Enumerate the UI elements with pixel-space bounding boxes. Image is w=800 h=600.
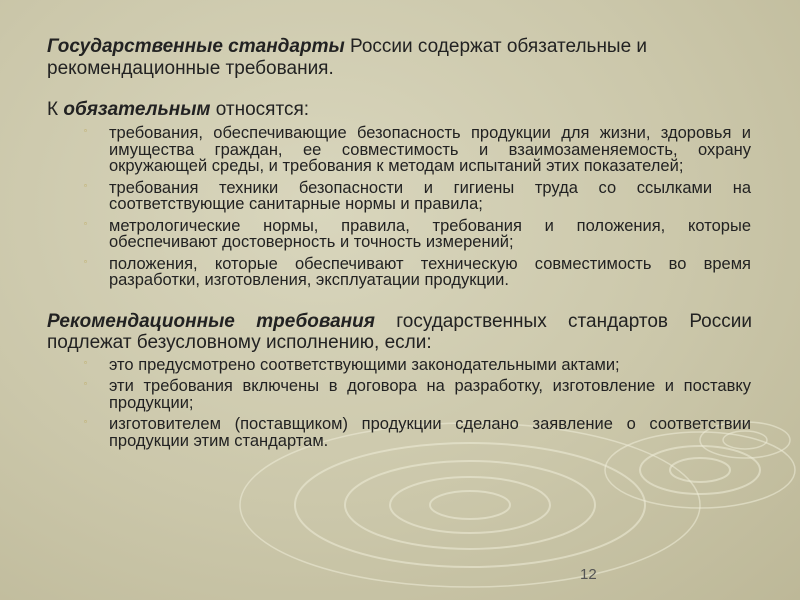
- list-item-text: это предусмотрено соответствующими законодательными актами;: [109, 355, 620, 374]
- slide-heading: [47, 36, 752, 80]
- list-item-text: эти требования включены в договора на разработку, изготовление и поставку продукции;: [109, 377, 751, 412]
- mandatory-emphasis: обязательным: [63, 99, 211, 120]
- bullet-icon: ▫: [84, 256, 87, 266]
- mandatory-prefix: К: [47, 99, 64, 120]
- slide-content: [47, 36, 752, 454]
- list-item-text: требования техники безопасности и гигиены труда со ссылками на соответствующие санитарные нормы и правила;: [109, 178, 751, 213]
- heading-emphasis: Государственные стандарты: [47, 36, 345, 57]
- list-item: [84, 216, 751, 251]
- list-item: [84, 178, 751, 213]
- mandatory-suffix: относятся:: [210, 99, 310, 120]
- list-item: [84, 124, 751, 175]
- list-item: [84, 355, 751, 374]
- mandatory-list: [46, 125, 751, 289]
- list-item-text: положения, которые обеспечивают техническую совместимость во время разработки, изготовления, эксплуатации продукции.: [109, 254, 751, 289]
- list-item: [84, 377, 751, 412]
- recommended-intro: [47, 311, 752, 353]
- bullet-icon: ▫: [84, 218, 87, 228]
- bullet-icon: ▫: [84, 357, 87, 367]
- bullet-icon: ▫: [84, 180, 87, 190]
- list-item-text: изготовителем (поставщиком) продукции сделано заявление о соответствии продукции этим стандартам.: [109, 415, 751, 450]
- heading-text: России содержат обязательные и рекомендационные требования.: [47, 36, 648, 79]
- list-item-text: метрологические нормы, правила, требования и положения, которые обеспечивают достоверность и точность измерений;: [109, 216, 751, 251]
- bullet-icon: ▫: [84, 126, 87, 135]
- bullet-icon: ▫: [84, 379, 87, 388]
- list-item-text: требования, обеспечивающие безопасность продукции для жизни, здоровья и имущества граждан, ее совместимость и взаимозаменяемость, охрану окружающей среды, и требования к методам испытаний этих показателей;: [109, 124, 751, 175]
- recommended-text: государственных стандартов России подлежат безусловному исполнению, если:: [47, 310, 752, 353]
- list-item: [84, 254, 751, 289]
- bullet-icon: ▫: [84, 417, 87, 426]
- mandatory-intro: [47, 99, 752, 121]
- list-item: [84, 415, 751, 450]
- recommended-emphasis: Рекомендационные требования: [47, 310, 375, 332]
- page-number: 12: [580, 566, 597, 583]
- recommended-list: [46, 357, 751, 450]
